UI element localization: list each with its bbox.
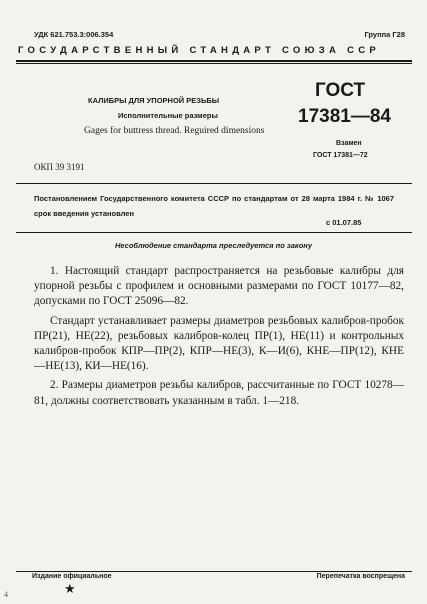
official-edition: Издание официальное bbox=[32, 573, 112, 580]
paragraph-scope: 1. Настоящий стандарт распространяется на резьбовые калибры для упорной резьбы с профилем и основными размерами по ГОСТ 10177—82, допусками по ГОСТ 25096—82. bbox=[34, 265, 404, 308]
subtitle-russian: Исполнительные размеры bbox=[118, 111, 218, 120]
footer-rule bbox=[16, 571, 412, 572]
corner-mark: 4 bbox=[4, 590, 8, 599]
decree-text: Постановлением Государственного комитета СССР по стандартам от 28 марта 1984 г. № 1067 срок введения установлен bbox=[34, 194, 394, 218]
paragraph-dimensions: Стандарт устанавливает размеры диаметров резьбовых калибров-пробок ПР(21), НЕ(22), резьбовых калибров-колец ПР(1), НЕ(11) и контрольных калибров-пробок КПР—ПР(2), КПР—НЕ(3), К—И(6), КНЕ—ПР(12), КНЕ—НЕ(13), КИ—НЕ(16). bbox=[34, 314, 404, 373]
paragraph-tables: 2. Размеры диаметров резьбы калибров, рассчитанные по ГОСТ 10278—81, должны соответствовать указанным в табл. 1—218. bbox=[34, 379, 404, 407]
replaces-standard: ГОСТ 17381—72 bbox=[313, 152, 368, 159]
penalty-notice: Несоблюдение стандарта преследуется по закону bbox=[114, 241, 313, 250]
standard-banner: ГОСУДАРСТВЕННЫЙ СТАНДАРТ СОЮЗА ССР bbox=[18, 45, 381, 56]
title-russian: КАЛИБРЫ ДЛЯ УПОРНОЙ РЕЗЬБЫ bbox=[88, 96, 220, 105]
body-text bbox=[34, 264, 404, 409]
group-code: Группа Г28 bbox=[364, 30, 405, 39]
udc-code: УДК 621.753.3:006.354 bbox=[34, 30, 114, 39]
title-english: Gages for buttress thread. Reguired dimensions bbox=[84, 126, 265, 136]
gost-label: ГОСТ bbox=[315, 80, 366, 101]
okp-code: ОКП 39 3191 bbox=[34, 162, 85, 172]
replaces-label: Взамен bbox=[336, 140, 362, 147]
effective-date: с 01.07.85 bbox=[326, 218, 362, 227]
header-rule-thick bbox=[16, 60, 412, 62]
gost-number: 17381—84 bbox=[298, 106, 391, 127]
header-rule-thin bbox=[16, 63, 412, 64]
section-rule bbox=[16, 183, 412, 184]
decree-rule bbox=[16, 232, 412, 233]
star-icon: ★ bbox=[64, 581, 76, 596]
reprint-prohibited: Перепечатка воспрещена bbox=[316, 573, 405, 580]
